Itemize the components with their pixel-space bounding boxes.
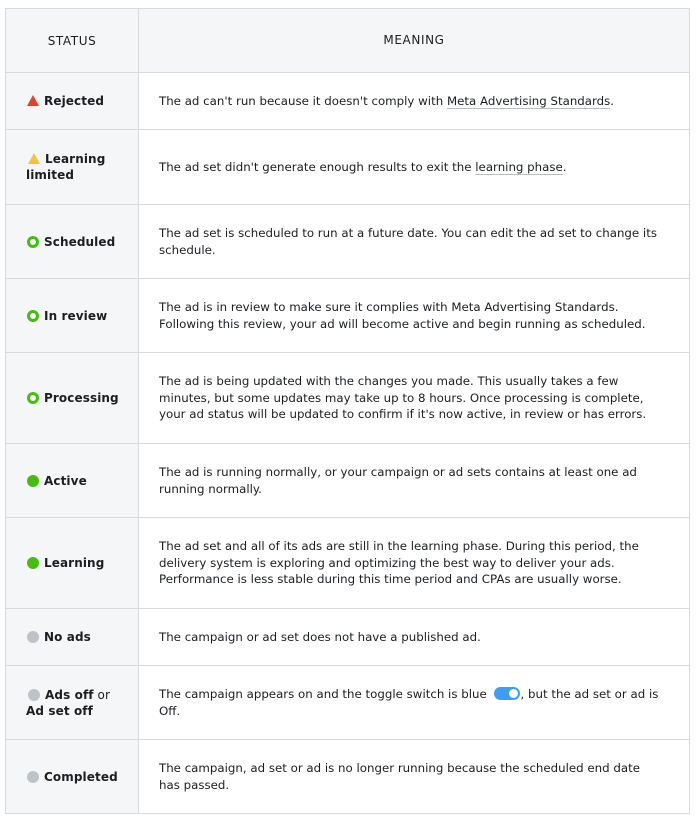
meaning-cell: The ad set is scheduled to run at a future date. You can edit the ad set to change its schedule. [159, 226, 657, 257]
status-label-line2: Ad set off [26, 703, 93, 718]
meaning-text: The ad set didn't generate enough results to exit the [159, 159, 476, 174]
status-cell [6, 444, 139, 517]
status-cell [6, 666, 139, 739]
table-row-rejected [6, 73, 689, 130]
table-row-completed [6, 740, 689, 814]
status-label: Scheduled [44, 234, 116, 249]
status-label-line1: Ads off [45, 687, 94, 702]
table-row-active [6, 444, 689, 518]
table-row-scheduled [6, 205, 689, 279]
gray-dot-icon [27, 771, 39, 783]
toggle-switch-icon [494, 687, 520, 700]
yellow-triangle-icon [28, 153, 40, 164]
meaning-cell: The campaign, ad set or ad is no longer running because the scheduled end date has passed. [159, 761, 640, 792]
meaning-cell: The ad is running normally, or your campaign or ad sets contains at least one ad running normally. [159, 465, 637, 496]
green-ring-icon [27, 310, 39, 322]
green-ring-icon [27, 236, 39, 248]
status-label: In review [44, 308, 108, 323]
meaning-text-end: . [562, 159, 567, 174]
status-label: Rejected [44, 94, 105, 108]
meaning-text-end: , but the ad set or ad is Off. [159, 687, 659, 718]
meaning-text: The ad can't run because it doesn't comply with [159, 93, 447, 108]
status-cell [6, 353, 139, 443]
status-label: No ads [44, 630, 91, 644]
status-cell [6, 518, 139, 608]
status-label: Learning [44, 556, 105, 570]
table-row-learning-limited [6, 130, 689, 205]
status-label: Active [44, 473, 87, 488]
status-label: Processing [44, 391, 119, 405]
status-cell [6, 279, 139, 352]
meaning-cell: The campaign or ad set does not have a published ad. [159, 629, 481, 644]
ad-status-table [5, 8, 690, 814]
status-column-header: STATUS [6, 9, 139, 72]
status-label-line1: Learning [45, 152, 106, 166]
gray-dot-icon [27, 631, 39, 643]
status-cell [6, 609, 139, 665]
gray-dot-icon [28, 689, 40, 701]
green-dot-icon [27, 475, 39, 487]
meaning-cell [139, 73, 689, 129]
meaning-cell: The ad set and all of its ads are still in the learning phase. During this period, the delivery system is exploring and optimizing the best way to deliver your ads. Performance is less stable during this time period and CPAs are usually worse. [159, 539, 639, 587]
table-row-no-ads [6, 609, 689, 666]
status-label: Completed [44, 769, 118, 784]
meaning-cell [139, 130, 689, 204]
table-row-ads-off [6, 666, 689, 740]
meaning-cell: The ad is in review to make sure it complies with Meta Advertising Standards. Following this review, your ad will become active and begin running as scheduled. [159, 300, 646, 331]
meaning-text: The campaign appears on and the toggle switch is blue [159, 687, 491, 701]
meaning-cell [139, 666, 689, 739]
status-label-connector: or [93, 687, 110, 702]
meaning-text-end: . [610, 93, 615, 108]
meta-advertising-standards-link[interactable]: Meta Advertising Standards [446, 93, 611, 108]
green-ring-icon [27, 392, 39, 404]
table-header-row [6, 9, 689, 73]
table-row-in-review [6, 279, 689, 353]
meaning-cell: The ad is being updated with the changes you made. This usually takes a few minutes, but some updates may take up to 8 hours. Once processing is complete, your ad status will be updated to confirm if it's now active, in review or has errors. [159, 374, 647, 422]
toggle-knob [509, 689, 518, 698]
status-label-line2: limited [26, 168, 75, 182]
status-cell [6, 73, 139, 129]
status-cell [6, 740, 139, 813]
status-cell [6, 130, 139, 204]
table-row-processing [6, 353, 689, 444]
red-triangle-icon [27, 95, 39, 106]
status-cell [6, 205, 139, 278]
table-row-learning [6, 518, 689, 609]
meaning-column-header: MEANING [139, 9, 689, 72]
green-dot-icon [27, 557, 39, 569]
learning-phase-link[interactable]: learning phase [475, 159, 563, 174]
